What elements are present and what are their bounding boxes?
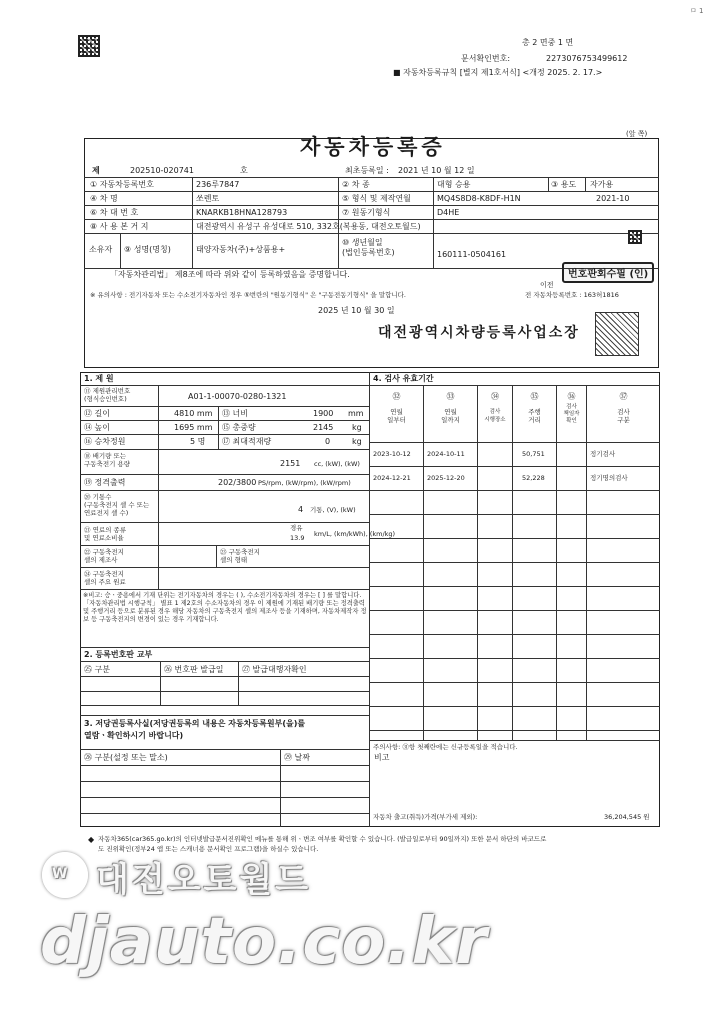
plate-col-date: ㉖ 번호판 발급일 [164,665,224,674]
table-row-2-to: 2025-12-20 [427,474,465,482]
engine-value: D4HE [437,208,460,217]
cylinders-label: ⑳ 기통수 (구동축전지 셀 수 또는 연료전지 셀 수) [84,493,150,517]
birth-label: ⑩ 생년월일 (법인등록번호) [342,238,395,257]
cert-no: 202510-020741 [130,166,194,175]
table-row-2-type: 정기명의검사 [590,474,628,482]
seats-label: ⑯ 승차정원 [84,437,126,446]
cert-no-label: 제 [92,166,100,175]
issue-date: 2025 년 10 월 30 일 [318,306,395,315]
notice-text: ※ 유의사항 : 전기자동차 또는 수소전기자동차인 경우 ⑤번란의 "원동기형식" 은 "구동전동기형식" 을 말합니다. [90,291,407,299]
mortgage-col-type: ㉘ 구분(설정 또는 말소) [84,753,168,762]
vin-value: KNARKB18HNA128793 [196,208,288,217]
vehicle-type-value: 대형 승용 [437,180,471,189]
footer-line-1: 자동차365(car365.go.kr)의 인터넷발급문서진위확인 메뉴를 통해 위ㆍ변조 여부를 확인할 수 있습니다. (발급일로부터 90일까지) 또한 문서 하단의 바코드로 [98,835,547,843]
height-value: 1695 mm [174,423,213,432]
battery-type-label: ㉓ 구동축전지 셀의 형태 [220,548,260,564]
first-reg-label: 최초등록일 : [345,166,389,175]
doc-number: 2273076753499612 [546,54,628,63]
col-num-place: ㉞ [491,392,499,401]
width-label: ⑬ 너비 [222,409,248,418]
rated-output-label: ⑲ 정격출력 [84,478,126,487]
use-value: 자가용 [590,180,614,189]
max-load-unit: kg [352,437,362,446]
reg-no-value: 236루7847 [196,180,240,189]
model-value: 쏘렌토 [196,194,220,203]
col-from: 연월 일부터 [387,408,406,424]
form-year-label: ⑤ 형식 및 제작연월 [342,194,411,203]
form-value: MQ4S8D8-K8DF-H1N [437,194,521,203]
length-value: 4810 mm [174,409,213,418]
width-value: 1900 [313,409,334,418]
table-row-1-type: 정기검사 [590,450,616,458]
front-mark: (앞 쪽) [626,130,648,138]
col-num-confirm: ㊱ [567,392,576,401]
col-place: 검사 시행장소 [484,409,506,423]
base-label: ⑧ 사 용 본 거 지 [90,222,149,231]
doc-number-label: 문서확인번호: [461,54,511,63]
plate-col-type: ㉕ 구분 [84,665,110,674]
fuel-rate-value: 13.9 [290,534,305,542]
prev-reg-no: 전 자동차등록번호 : 163허1816 [525,291,619,299]
cylinders-value: 4 [298,505,304,514]
gross-weight-label: ⑮ 총중량 [222,423,256,432]
plate-recovered-stamp: 번호판회수필 (인) [562,262,654,283]
model-label: ④ 차 명 [90,194,118,203]
displacement-value: 2151 [280,459,301,468]
reg-no-label: ① 자동차등록번호 [90,180,154,189]
issuing-office: 대전광역시차량등록사업소장 [378,325,580,341]
vehicle-type-label: ② 차 종 [342,180,370,189]
watermark-logo-mark: W [52,866,68,882]
birth-value: 160111-0504161 [437,250,507,259]
page-count: 총 2 면중 1 면 [522,38,574,47]
rated-output-value: 202/3800 [218,478,257,487]
law-text: 「자동차관리법」 제8조에 따라 위와 같이 등록하였음을 증명합니다. [110,270,350,279]
fuel-rate-unit: km/L, (km/kWh), (km/kg) [314,530,396,538]
gross-weight-value: 2145 [313,423,334,432]
owner-label: 소유자 [89,245,113,254]
col-num-type: ㊲ [619,392,628,401]
year-value: 2021-10 [596,194,630,203]
engine-label: ⑦ 원동기형식 [342,208,391,217]
spec-mgmt-value: A01-1-00070-0280-1321 [188,392,287,401]
col-num-to: ㉝ [446,392,455,401]
name-label: ⑨ 성명(명칭) [124,245,171,254]
col-num-distance: ㉟ [530,392,539,401]
mortgage-col-date: ㉙ 날짜 [284,753,310,762]
max-load-value: 0 [325,437,331,446]
form-reference: ■ 자동차등록규칙 [별지 제1호서식] <개정 2025. 2. 17.> [393,68,603,77]
official-seal-icon [595,312,639,356]
displacement-unit: cc, (kW), (kW) [314,460,360,468]
first-reg-date: 2021 년 10 월 12 일 [398,166,475,175]
small-qr-icon [628,230,642,244]
plate-header: 2. 등록번호판 교부 [84,650,153,659]
price-value: 36,204,545 원 [604,813,650,821]
displacement-label: ⑱ 배기량 또는 구동축전기 용량 [84,452,131,468]
inspection-notice: 주의사항: ㉛항 첫째란에는 신규등록일을 적습니다. [373,743,518,751]
use-label: ③ 용도 [551,180,577,189]
table-row-1-distance: 50,751 [522,450,545,458]
height-label: ⑭ 높이 [84,423,110,432]
certificate-title: 자동차등록증 [300,134,446,159]
table-row-2-distance: 52,228 [522,474,545,482]
col-distance: 주행 거리 [528,408,541,424]
cylinders-unit: 기통, (V), (kW) [310,506,356,514]
specs-note: ※비고: 승ㆍ중용에서 기재 단위는 전기자동차의 경우는 ( ), 수소전기자동차의 경우는 [ ] 를 말합니다. 「자동차관리법 시행규칙」 별표 1 제2호의 수소자동차의 경우 이 제원에 기재된 배기량 또는 정격출력 및 주행거리 등으로 분류된 경우 해당 자동차의 구동축전지 셀의 제조사 등을 기재하며, 자동차제작자 정보 등 구동축전지의 변경이 있는 경우 기재합니다. [83,592,367,623]
table-row-1-from: 2023-10-12 [373,450,411,458]
battery-material-label: ㉔ 구동축전지 셀의 주요 원료 [84,570,126,586]
watermark-url: djauto.co.kr [40,905,488,979]
price-label: 자동차 출고(취득)가격(부가세 제외): [373,813,478,821]
col-confirm: 검사 책임자 확인 [563,404,580,424]
col-num-from: ㉜ [392,392,401,401]
cert-no-suffix: 호 [240,166,248,175]
table-row-1-to: 2024-10-11 [427,450,465,458]
col-type: 검사 구분 [617,408,630,424]
remark-label: 비고 [374,753,390,762]
rated-output-unit: PS/rpm, (kW/rpm), (kW/rpm) [258,479,351,487]
footer-line-2: 도 진위확인(정부24 앱 또는 스캐너용 문서확인 프로그램)을 하실수 있습니다. [98,845,319,853]
table-row-2-from: 2024-12-21 [373,474,411,482]
fuel-type: 경유 [290,524,303,532]
length-label: ⑫ 길이 [84,409,110,418]
seats-value: 5 명 [190,437,206,446]
fuel-label: ㉑ 연료의 종류 및 연료소비율 [84,526,127,542]
watermark-brand: 대전오토월드 [96,860,312,900]
inspection-header: 4. 검사 유효기간 [373,374,434,383]
width-unit: mm [348,409,364,418]
spec-mgmt-label: ⑪ 제원관리번호 (형식승인번호) [84,387,131,403]
specs-header: 1. 제 원 [84,374,114,383]
battery-maker-label: ㉒ 구동축전지 셀의 제조사 [84,548,124,564]
base-value: 대전광역시 유성구 유성대로 510, 332호(복용동, 대전오토월드) [196,222,421,231]
max-load-label: ⑰ 최대적재량 [222,437,272,446]
gross-weight-unit: kg [352,423,362,432]
vin-label: ⑥ 차 대 번 호 [90,208,139,217]
plate-col-agent: ㉗ 발급대행자확인 [242,665,307,674]
corner-mark: ㅁ 1 [690,7,704,15]
prev-label: 이전 [540,281,554,289]
qr-code-icon [78,35,100,57]
mortgage-header: 3. 저당권등록사실(저당권등록의 내용은 자동차등록원부(을)를 열람ㆍ확인하시기 바랍니다) [84,719,306,740]
name-value: 태양자동차(주)+상품용+ [196,245,286,254]
footer-bullet: ◆ [88,835,95,844]
col-to: 연월 일까지 [441,408,460,424]
